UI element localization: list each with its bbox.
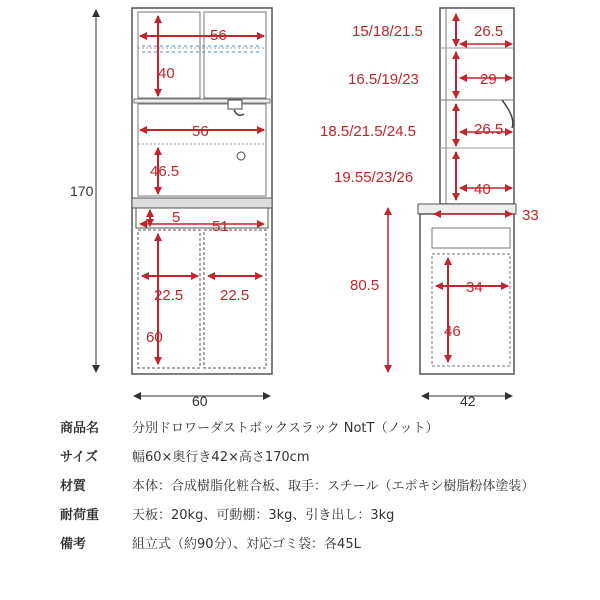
dim-drawer-height: 5 xyxy=(172,209,181,226)
side-counter xyxy=(418,204,516,214)
dim-total-width: 60 xyxy=(192,393,208,409)
front-view xyxy=(70,8,272,409)
dim-shelf3-depth: 26.5 xyxy=(474,121,504,138)
dim-door-width-right: 22.5 xyxy=(220,287,250,304)
dim-door-height: 60 xyxy=(146,329,163,346)
spec-row-load xyxy=(60,507,580,524)
dim-shelf3-height: 18.5/21.5/24.5 xyxy=(320,123,416,140)
dim-mid-height: 46.5 xyxy=(150,163,180,180)
dim-shelf2-depth: 29 xyxy=(480,71,497,88)
dim-door-width-left: 22.5 xyxy=(154,287,184,304)
dim-mid-width: 56 xyxy=(192,123,209,140)
dim-lower-height: 80.5 xyxy=(350,277,380,294)
spec-label: 耐荷重 xyxy=(60,508,100,523)
spec-label: 材質 xyxy=(60,479,87,494)
spec-value: 幅60×奥行き42×高さ170cm xyxy=(132,450,310,465)
dim-shelf4-height: 19.55/23/26 xyxy=(334,169,414,186)
dim-total-depth: 42 xyxy=(460,393,476,409)
dim-total-height: 170 xyxy=(70,183,94,199)
dim-box-depth: 34 xyxy=(466,279,483,296)
spec-label: 備考 xyxy=(60,537,87,552)
cord-hole-icon xyxy=(237,152,245,160)
spec-row-name xyxy=(60,420,580,437)
dim-counter-depth: 33 xyxy=(522,207,539,224)
spec-value: 分別ドロワーダストボックスラック NotT（ノット） xyxy=(132,421,439,436)
front-top-door-left xyxy=(138,12,200,98)
side-lower-box xyxy=(432,254,510,366)
front-outlet-icon xyxy=(228,100,242,109)
spec-value: 組立式（約90分）、対応ゴミ袋：各45L xyxy=(132,537,361,552)
spec-row-notes xyxy=(60,536,580,553)
spec-row-material xyxy=(60,478,580,495)
dim-shelf1-height: 15/18/21.5 xyxy=(352,23,423,40)
dim-drawer-width: 51 xyxy=(212,218,229,235)
spec-value: 天板：20kg、可動棚：3kg、引き出し：3kg xyxy=(132,508,395,523)
dim-shelf2-height: 16.5/19/23 xyxy=(348,71,419,88)
dim-top-shelf-width: 56 xyxy=(210,27,227,44)
spec-label: 商品名 xyxy=(60,421,100,436)
spec-label: サイズ xyxy=(60,450,98,465)
dim-shelf1-depth: 26.5 xyxy=(474,23,504,40)
dim-top-shelf-height: 40 xyxy=(158,65,175,82)
spec-value: 本体：合成樹脂化粧合板、取手：スチール（エポキシ樹脂粉体塗装） xyxy=(132,479,535,494)
dim-box-height: 46 xyxy=(444,323,461,340)
spec-table xyxy=(60,420,580,565)
front-top-door-right xyxy=(204,12,266,98)
front-drawer xyxy=(136,208,268,228)
spec-row-size xyxy=(60,449,580,466)
front-cabinet-outline xyxy=(132,8,272,374)
dim-shelf4-depth: 40 xyxy=(474,181,491,198)
side-view xyxy=(320,8,539,409)
